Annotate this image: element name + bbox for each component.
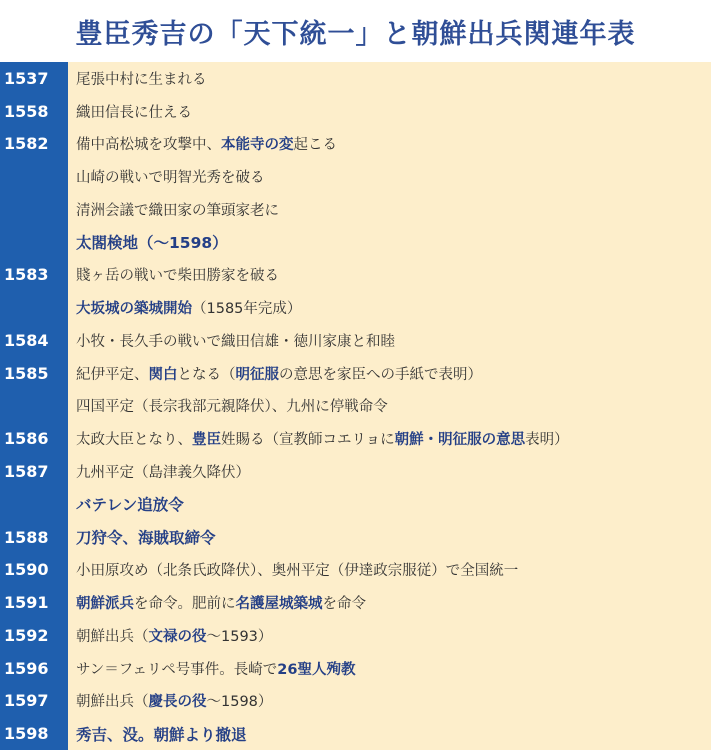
event-text: サン＝フェリペ号事件。長崎で [76, 661, 278, 678]
event-cell [68, 625, 272, 646]
timeline-row [0, 488, 711, 521]
event-text: 太政大臣となり、 [76, 432, 192, 449]
event-cell [68, 199, 279, 220]
timeline-row [0, 193, 711, 226]
event-highlight: 朝鮮派兵 [76, 596, 134, 613]
timeline-row [0, 717, 711, 750]
event-cell [68, 592, 366, 613]
event-text: 〜1598） [206, 694, 273, 711]
year-cell: 1598 [4, 724, 49, 744]
timeline-row [0, 291, 711, 324]
event-text: を命令 [322, 596, 366, 613]
event-highlight: 文禄の役 [148, 628, 207, 645]
event-text: 尾張中村に生まれる [76, 71, 207, 88]
year-cell: 1597 [4, 691, 49, 711]
event-highlight: 本能寺の変 [221, 137, 294, 154]
event-cell [68, 559, 518, 580]
event-highlight: 大坂城の築城開始 [76, 301, 192, 318]
timeline-row [0, 619, 711, 652]
event-cell [68, 68, 207, 89]
event-highlight: 朝鮮・明征服の意思 [394, 432, 526, 449]
year-cell: 1588 [4, 527, 49, 547]
event-text: 朝鮮出兵（ [76, 628, 149, 645]
year-cell: 1537 [4, 68, 49, 88]
timeline-row [0, 553, 711, 586]
timeline-row [0, 357, 711, 390]
year-cell: 1585 [4, 363, 49, 383]
timeline-row [0, 422, 711, 455]
event-cell [68, 658, 355, 679]
event-highlight: 刀狩令、海賊取締令 [76, 529, 216, 548]
year-cell: 1590 [4, 560, 49, 580]
event-text: 清洲会議で織田家の筆頭家老に [76, 202, 279, 219]
event-text: 九州平定（島津義久降伏） [76, 465, 250, 482]
timeline-row [0, 652, 711, 685]
event-text: （1585年完成） [192, 301, 302, 318]
event-highlight: バテレン追放令 [76, 496, 184, 515]
event-text: 四国平定（長宗我部元親降伏）、九州に停戦命令 [76, 399, 388, 416]
event-text: 山崎の戦いで明智光秀を破る [76, 170, 265, 187]
timeline-row [0, 455, 711, 488]
year-cell: 1586 [4, 429, 49, 449]
event-highlight: 秀吉、没。朝鮮より撤退 [76, 725, 247, 744]
event-cell [68, 231, 228, 253]
timeline-row [0, 160, 711, 193]
timeline-table [0, 62, 711, 750]
event-highlight: 明征服 [235, 366, 279, 383]
timeline-row [0, 95, 711, 128]
page-title: 豊臣秀吉の「天下統一」と朝鮮出兵関連年表 [75, 18, 636, 50]
event-highlight: 26聖人殉教 [277, 661, 356, 678]
event-highlight: 関白 [148, 366, 178, 383]
event-text: 紀伊平定、 [76, 366, 149, 383]
event-text: 備中高松城を攻撃中、 [76, 137, 221, 154]
event-text: 姓賜る（宣教師コエリョに [221, 432, 395, 449]
event-text: 織田信長に仕える [76, 104, 192, 121]
year-cell: 1592 [4, 625, 49, 645]
year-cell: 1582 [4, 134, 49, 154]
event-text: 小牧・長久手の戦いで織田信雄・徳川家康と和睦 [76, 333, 395, 350]
event-highlight: 慶長の役 [148, 694, 207, 711]
event-text: となる（ [177, 366, 236, 383]
event-cell [68, 101, 192, 122]
event-text: の意思を家臣への手紙で表明） [279, 366, 482, 383]
timeline-row [0, 521, 711, 554]
timeline-row [0, 324, 711, 357]
year-cell: 1591 [4, 593, 49, 613]
event-cell [68, 264, 279, 285]
year-cell: 1584 [4, 330, 49, 350]
event-text: 〜1593） [206, 628, 273, 645]
timeline-row [0, 586, 711, 619]
timeline-row [0, 259, 711, 292]
event-text: 起こる [293, 137, 337, 154]
event-cell [68, 133, 337, 154]
event-cell [68, 363, 482, 384]
event-cell [68, 330, 395, 351]
timeline-row [0, 128, 711, 161]
event-text: 表明） [525, 432, 569, 449]
event-highlight: 豊臣 [192, 432, 221, 449]
event-text: 小田原攻め（北条氏政降伏）、奥州平定（伊達政宗服従）で全国統一 [76, 563, 519, 580]
event-text: 賤ヶ岳の戦いで柴田勝家を破る [76, 268, 279, 285]
event-cell [68, 395, 388, 416]
year-cell: 1558 [4, 101, 49, 121]
timeline-row [0, 684, 711, 717]
event-text: 朝鮮出兵（ [76, 694, 149, 711]
event-highlight: 太閤検地（〜1598） [76, 234, 228, 253]
event-text: を命令。肥前に [134, 596, 236, 613]
year-cell: 1587 [4, 462, 49, 482]
event-cell [68, 690, 272, 711]
event-cell [68, 493, 184, 515]
event-highlight: 名護屋城築城 [235, 596, 323, 613]
timeline-row [0, 62, 711, 95]
event-cell [68, 166, 265, 187]
timeline-row [0, 226, 711, 259]
event-cell [68, 461, 250, 482]
event-cell [68, 297, 301, 318]
year-cell: 1596 [4, 658, 49, 678]
timeline-row [0, 390, 711, 423]
event-cell [68, 526, 216, 548]
year-cell: 1583 [4, 265, 49, 285]
event-cell [68, 723, 247, 745]
event-cell [68, 428, 569, 449]
